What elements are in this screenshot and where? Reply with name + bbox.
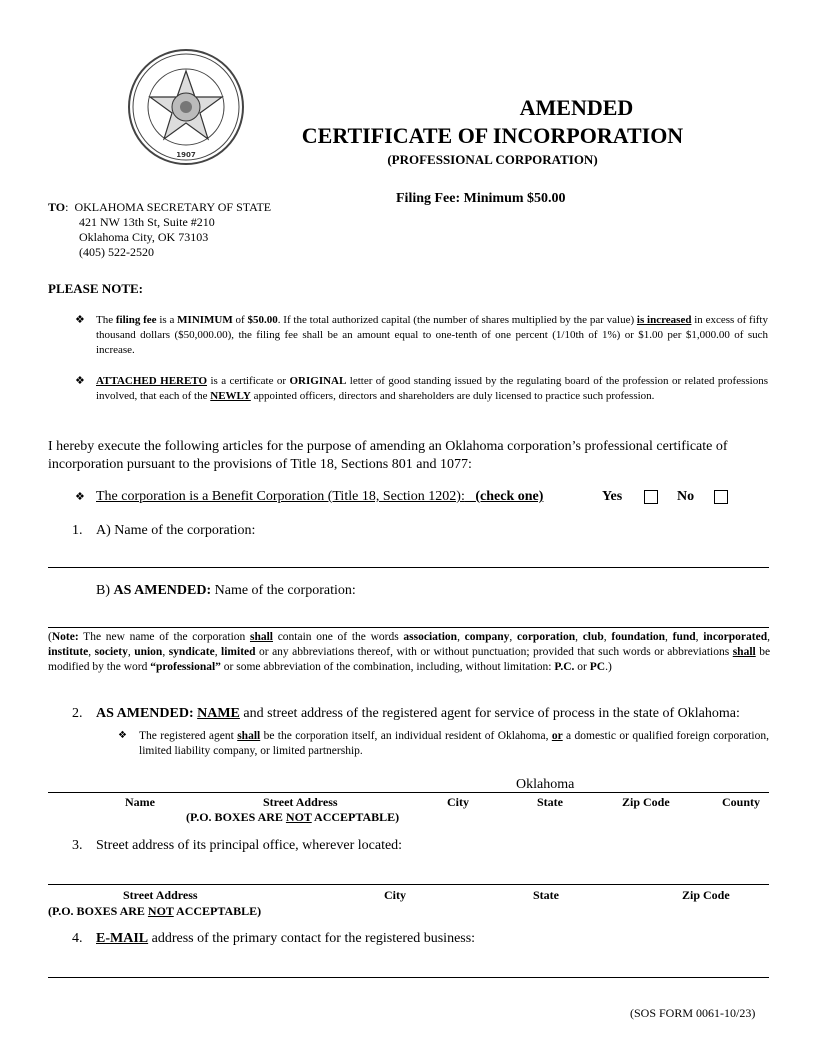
email-field[interactable] — [48, 977, 769, 978]
yes-checkbox[interactable] — [644, 490, 658, 504]
diamond-bullet-icon: ❖ — [118, 730, 127, 741]
corp-name-field[interactable] — [48, 567, 769, 568]
benefit-corp-question: The corporation is a Benefit Corporation (Title 18, Section 1202): (check one) — [96, 489, 544, 504]
diamond-bullet-icon: ❖ — [75, 490, 85, 503]
item1-a-label: A) Name of the corporation: — [96, 523, 256, 538]
to-line1: OKLAHOMA SECRETARY OF STATE — [74, 200, 272, 214]
col-city: City — [447, 795, 469, 809]
col-state: State — [537, 795, 563, 809]
yes-label: Yes — [602, 489, 623, 504]
to-line4: (405) 522-2520 — [79, 245, 154, 259]
intro-paragraph: I hereby execute the following articles for the purpose of amending an Oklahoma corporation’s professional certificate of incorporation pursuant to the provisions of Title 18, Sections 801 and 1077: — [48, 439, 728, 472]
item2-number: 2. — [72, 706, 83, 721]
po-box-note: (P.O. BOXES ARE NOT ACCEPTABLE) — [186, 810, 400, 824]
to-address — [79, 215, 215, 260]
no-checkbox[interactable] — [714, 490, 728, 504]
to-block: TO: OKLAHOMA SECRETARY OF STATE — [48, 200, 272, 214]
col-street: Street Address — [123, 888, 198, 902]
col-zip: Zip Code — [682, 888, 730, 902]
item4-label: E-MAIL address of the primary contact for the registered business: — [96, 931, 476, 946]
principal-office-field[interactable] — [48, 884, 769, 885]
svg-text:1907: 1907 — [176, 151, 196, 159]
to-label: TO — [48, 200, 66, 214]
name-note: (Note: The new name of the corporation shall contain one of the words association, company, corporation, club, foundation, fund, incorporated, institute, society, union, syndicate, limited or any abbreviations thereof, with or without punctuation; provided that such words or abbreviations shall be modified by the word “professional” or some abbreviation of the combination, including, without limitation: P.C. or PC.) — [48, 631, 771, 673]
state-value: Oklahoma — [516, 777, 575, 792]
col-name: Name — [125, 795, 155, 809]
col-zip: Zip Code — [622, 795, 670, 809]
please-note-heading: PLEASE NOTE: — [48, 281, 143, 296]
diamond-bullet-icon: ❖ — [75, 374, 85, 387]
title-certificate: CERTIFICATE OF INCORPORATION — [301, 123, 684, 148]
diamond-bullet-icon: ❖ — [75, 313, 85, 326]
item3-label: Street address of its principal office, wherever located: — [96, 838, 403, 853]
col-street: Street Address — [263, 795, 338, 809]
registered-agent-note: The registered agent shall be the corporation itself, an individual resident of Oklahoma, or a domestic or qualified foreign corporation, limited liability company, or limited partnership. — [139, 730, 770, 757]
filing-fee: Filing Fee: Minimum $50.00 — [396, 191, 566, 206]
col-city: City — [384, 888, 406, 902]
item1-number: 1. — [72, 523, 83, 538]
form-number: (SOS FORM 0061-10/23) — [630, 1006, 756, 1020]
item2-label: AS AMENDED: NAME and street address of the registered agent for service of process in the state of Oklahoma: — [96, 706, 740, 721]
amended-name-field[interactable] — [48, 627, 769, 628]
attached-note-bullet: ATTACHED HERETO is a certificate or ORIGINAL letter of good standing issued by the regulating board of the profession or related professions involved, that each of the NEWLY appointed officers, directors and shareholders are duly licensed to practice such profession. — [96, 375, 768, 402]
item4-number: 4. — [72, 931, 83, 946]
fee-note-bullet: The filing fee is a MINIMUM of $50.00. If the total authorized capital (the number of shares multiplied by the par value) is increased in excess of fifty thousand dollars ($50,000.00), the filing fee shall be an amount equal to one-tenth of one percent (1/10th of 1%) or $1.00 per $1,000.00 of such increase. — [96, 314, 768, 356]
item1-b-label: B) AS AMENDED: Name of the corporation: — [96, 583, 356, 598]
to-line2: 421 NW 13th St, Suite #210 — [79, 215, 215, 229]
title-amended: AMENDED — [519, 95, 634, 120]
po-box-note: (P.O. BOXES ARE NOT ACCEPTABLE) — [48, 904, 262, 918]
no-label: No — [677, 489, 695, 504]
registered-agent-field[interactable] — [48, 792, 769, 793]
to-line3: Oklahoma City, OK 73103 — [79, 230, 209, 244]
col-state: State — [533, 888, 559, 902]
col-county: County — [722, 795, 761, 809]
title-professional: (PROFESSIONAL CORPORATION) — [387, 152, 598, 167]
item3-number: 3. — [72, 838, 83, 853]
